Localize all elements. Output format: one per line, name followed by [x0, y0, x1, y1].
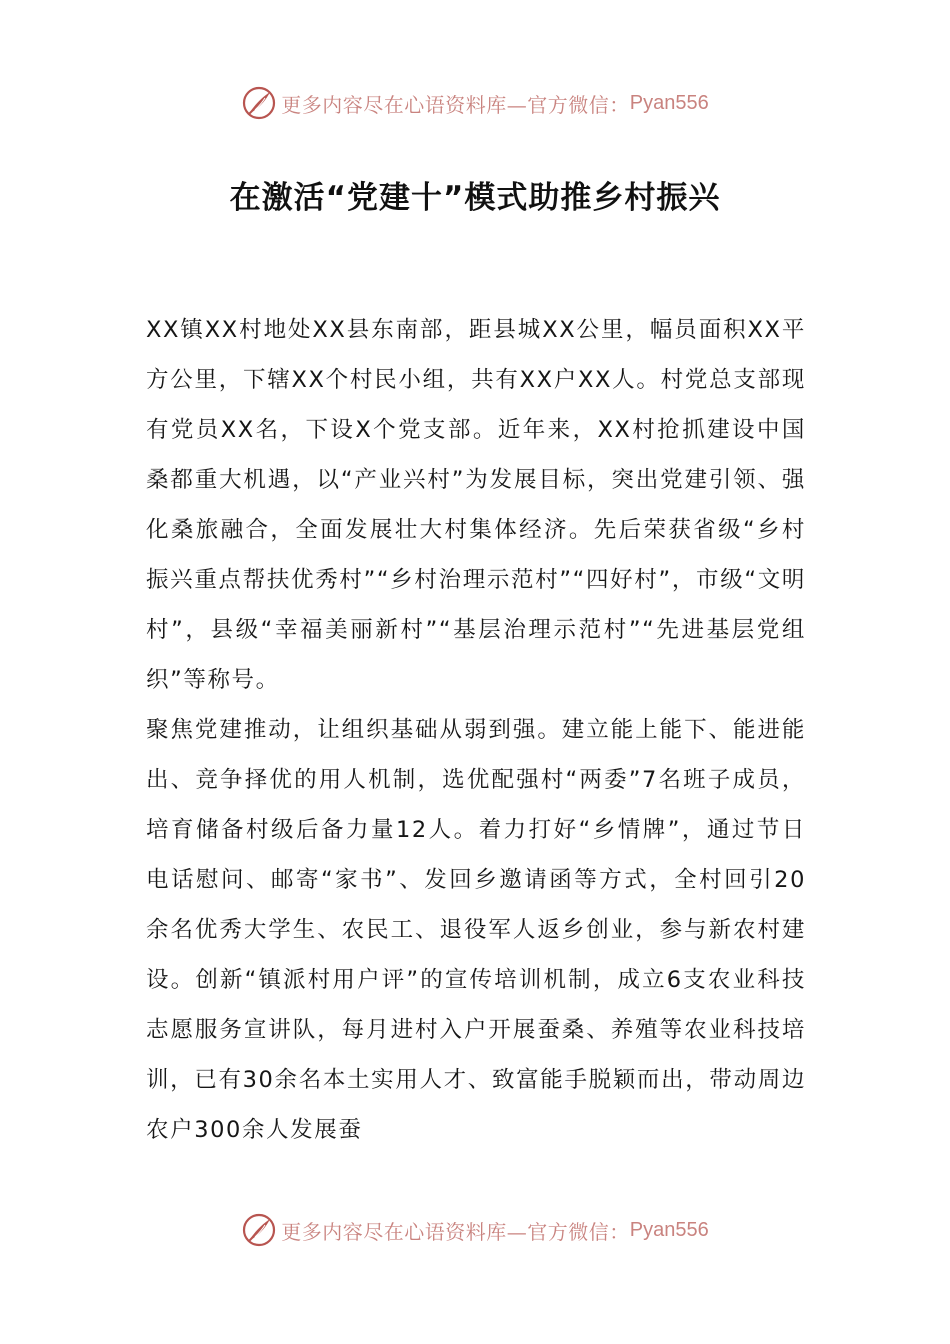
wechat-id: Pyan556	[629, 91, 709, 114]
paragraph-party-building: 聚焦党建推动，让组织基础从弱到强。建立能上能下、能进能出、竞争择优的用人机制，选优配强村“两委”7名班子成员，培育储备村级后备力量12人。着力打好“乡情牌”，通过节日电话慰问、邮寄“家书”、发回乡邀请函等方式，全村回引20余名优秀大学生、农民工、退役军人返乡创业，参与新农村建设。创新“镇派村用户评”的宣传培训机制，成立6支农业科技志愿服务宣讲队，每月进村入户开展蚕桑、养殖等农业科技培训，已有30余名本土实用人才、致富能手脱颖而出，带动周边农户300余人发展蚕	[146, 717, 806, 1143]
header-banner	[0, 83, 950, 123]
page-title: 在激活“党建十”模式助推乡村振兴	[229, 180, 721, 216]
banner-text: 更多内容尽在心语资料库—官方微信：	[281, 1219, 630, 1244]
quill-pen-logo-icon	[241, 1212, 277, 1248]
banner-text: 更多内容尽在心语资料库—官方微信：	[281, 92, 630, 117]
wechat-id: Pyan556	[629, 1218, 709, 1241]
footer-banner	[0, 1210, 950, 1250]
paragraph-intro: XX镇XX村地处XX县东南部，距县城XX公里，幅员面积XX平方公里，下辖XX个村民小组，共有XX户XX人。村党总支部现有党员XX名，下设X个党支部。近年来，XX村抢抓建设中国桑都重大机遇，以“产业兴村”为发展目标，突出党建引领、强化桑旅融合，全面发展壮大村集体经济。先后荣获省级“乡村振兴重点帮扶优秀村”“乡村治理示范村”“四好村”，市级“文明村”，县级“幸福美丽新村”“基层治理示范村”“先进基层党组织”等称号。	[146, 317, 806, 693]
quill-pen-logo-icon	[241, 85, 277, 121]
document-body	[146, 305, 806, 1155]
